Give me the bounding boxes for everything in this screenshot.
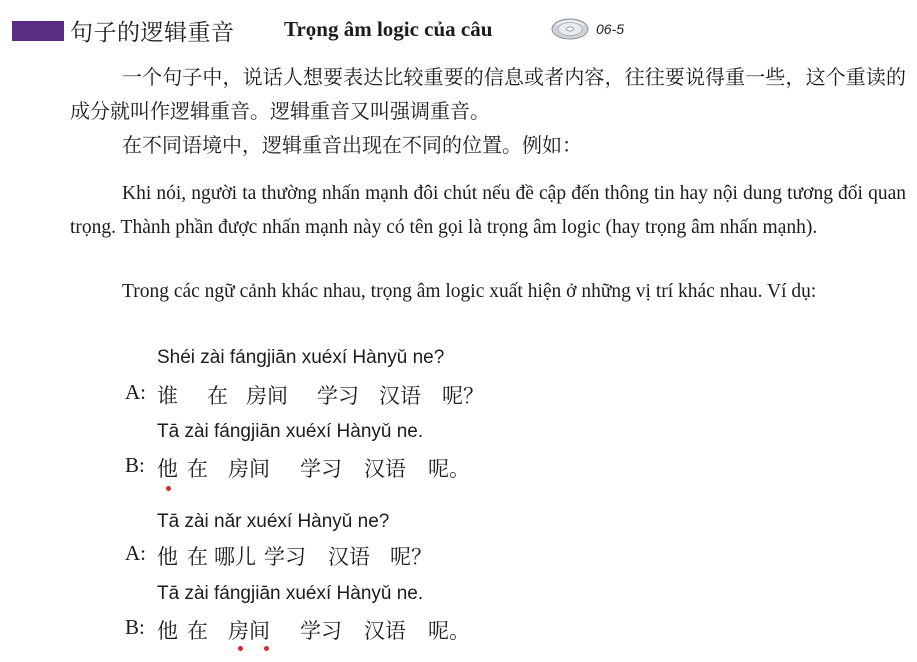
example-4-pinyin: Tā zài fángjiān xuéxí Hànyǔ ne. [157,583,424,604]
section-title-chinese: 句子的逻辑重音 [70,20,235,46]
word: 房间 [228,619,270,643]
speaker-label: A: [125,380,146,404]
emphasis-dot [166,486,171,491]
word: 房间 [246,384,288,408]
word: 学习 [300,619,342,643]
word: 在 [187,545,208,569]
word: 汉语 [379,384,421,408]
explanation-vi-2: Trong các ngữ cảnh khác nhau, trọng âm logic xuất hiện ở những vị trí khác nhau. Ví dụ: [122,281,817,302]
word: 呢？ [442,384,484,408]
word: 学习 [300,457,342,481]
speaker-label: A: [125,541,146,565]
cd-icon[interactable] [550,15,590,41]
explanation-cn-2: 在不同语境中，逻辑重音出现在不同的位置。例如： [122,133,582,157]
word: 房间 [228,457,270,481]
explanation-cn-1: 一个句子中，说话人想要表达比较重要的信息或者内容，往往要说得重一些，这个重读的成分就叫作逻辑重音。逻辑重音又叫强调重音。 [70,65,906,123]
word: 汉语 [364,619,406,643]
word: 在 [187,457,208,481]
section-header [0,14,917,44]
example-3-pinyin: Tā zài nǎr xuéxí Hànyǔ ne? [157,511,390,532]
word: 学习 [264,545,306,569]
audio-track-code: 06-5 [596,21,625,37]
word: 在 [207,384,228,408]
word: 呢。 [428,619,470,643]
word: 学习 [317,384,359,408]
explanation-vi-1: Khi nói, người ta thường nhấn mạnh đôi chút nếu đề cập đến thông tin hay nội dung tương đối quan trọng. Thành phần được nhấn mạnh này có tên gọi là trọng âm logic (hay trọng âm nhấn mạnh). [70,183,906,238]
word: 谁 [157,384,178,408]
word: 他 [157,457,178,481]
word: 他 [157,619,178,643]
word: 他 [157,545,178,569]
word: 哪儿 [214,545,256,569]
word: 呢？ [390,545,432,569]
emphasis-dot [238,646,243,651]
speaker-label: B: [125,453,145,477]
word: 呢。 [428,457,470,481]
section-marker-bar [12,21,64,41]
example-1-pinyin: Shéi zài fángjiān xuéxí Hànyǔ ne? [157,347,445,368]
word: 汉语 [328,545,370,569]
word: 在 [187,619,208,643]
emphasis-dot [264,646,269,651]
speaker-label: B: [125,615,145,639]
word: 汉语 [364,457,406,481]
example-2-pinyin: Tā zài fángjiān xuéxí Hànyǔ ne. [157,421,424,442]
section-title-vietnamese: Trọng âm logic của câu [284,17,493,41]
